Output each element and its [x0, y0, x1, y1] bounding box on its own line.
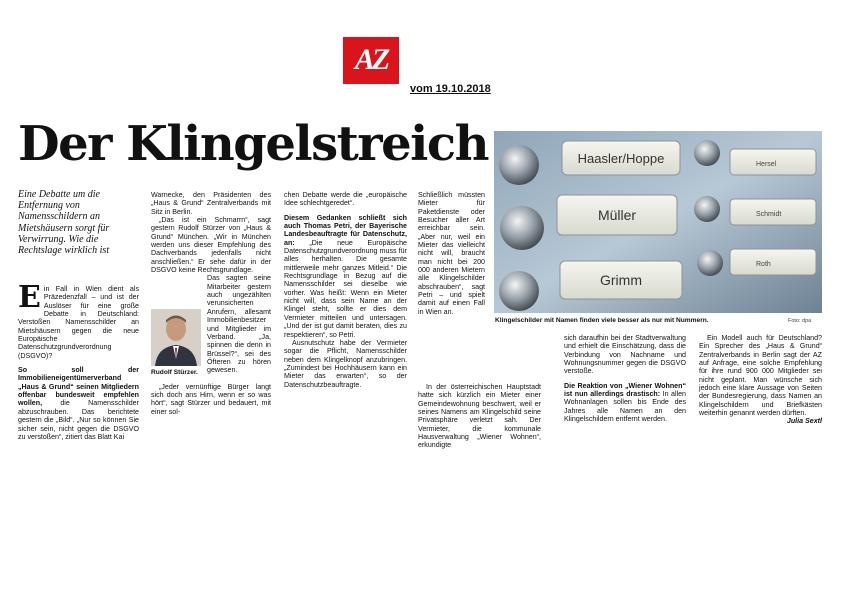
paragraph-text: „Die neue Europäische Datenschutzgrundverordnung muss für alles herhalten. Die gesamte mittlerweile mehr ganzes Mitleid.“ Die Rechtsgrundlage in Bezug auf die Namensschilder sei dieselbe wie vorher. Was heißt: Wenn ein Mieter nicht will, dass sein Name an der Klingel steht, sollte er dies dem Vermieter mitteilen und untersagen. „Und der ist gut damit beraten, dies zu respektieren“, so Petri.	[284, 238, 407, 339]
article-headline: Der Klingelstreich	[18, 116, 488, 172]
nameplate-label: Grimm	[600, 272, 642, 288]
paragraph-text: in Fall in Wien dient als Präzedenzfall – und ist der Auslöser für eine große Debatte in Deutschland: Verstoßen Namensschilder an Mietshäusern gegen die neue Europäische Datenschutzgrundverordnung (DSGVO)?	[18, 285, 139, 360]
article-column-4-lower	[418, 383, 541, 450]
paragraph	[18, 280, 139, 360]
paragraph: sich daraufhin bei der Stadtverwaltung und erhielt die Einschätzung, dass die Verbindung von Nachname und Wohnungsnummer gegen die DSGVO verstoße.	[564, 334, 686, 376]
paragraph: Ausnutschutz habe der Vermieter sogar die Pflicht, Namensschilder neben dem Klingelknopf anzubringen. „Zumindest bei Hochhäusern kann ein Mieter das erwarten“, so der Datenschutzbeauftragte.	[284, 338, 407, 389]
paragraph: Ein Modell auch für Deutschland? Ein Sprecher des „Haus & Grund“ Zentralverbands in Berlin sagt der AZ auf Anfrage, eine solche Empfehlung für ihre rund 900 000 Mitglieder sei nicht geplant. Man wünsche sich jedoch eine klare Aussage von Seiten der Bundesregierung, dass Namen an Klingelschildern und Briefkästen weiterhin genannt werden dürften.	[699, 334, 822, 418]
article-column-3	[284, 191, 407, 389]
paragraph-text: In allen Wohnanlagen sollen bis Ende des Jahres alle Namen an den Klingelschildern entfernt werden.	[564, 390, 686, 424]
article-column-5	[564, 334, 686, 423]
paragraph	[284, 214, 407, 339]
paragraph: „Jeder vernünftige Bürger langt sich doch ans Hirn, wenn er so was hört“, sagt Stürzer und bedauert, mit einer sol-	[151, 382, 271, 416]
paragraph: „Das ist ein Schmarrn“, sagt gestern Rudolf Stürzer von „Haus & Grund“ München. „Wir in München werden uns dieser Empfehlung des Dachverbands jedenfalls nicht anschließen.“ Er sehe dafür in der DSGVO keine Rechtsgrundlage.	[151, 216, 271, 275]
nameplate-label: Haasler/Hoppe	[577, 151, 665, 166]
bold-lead: So soll der Immobilieneigentümerverband „Haus & Grund“ seinen Mitgliedern offenbar bundesweit empfehlen wollen,	[18, 366, 139, 408]
author-signature-line	[699, 417, 822, 425]
small-nameplate-label: Roth	[756, 261, 771, 268]
paragraph: chen Debatte werde die „europäische Idee schlechtgeredet“.	[284, 191, 407, 208]
paragraph	[564, 382, 686, 424]
portrait-illustration	[151, 309, 201, 366]
small-nameplate-label: Hersel	[756, 161, 777, 168]
paragraph	[18, 366, 139, 441]
article-column-4	[418, 191, 485, 316]
paragraph: Schließlich müssten Mieter für Paketdienste oder Besucher aller Art erreichbar sein. „Aber nur, weil ein Mieter das vielleicht nicht will, braucht man nicht bei 200 000 anderen Mietern alle Klingelschilder abschrauben“, sagt Petri – und spielt damit auf einen Fall in Wien an.	[418, 191, 485, 316]
bold-lead: Diesem Gedanken schließt sich auch Thomas Petri, der Bayerische Landesbeauftragte für Datenschutz, an:	[284, 213, 407, 247]
author-signature: Julia Sextl	[786, 417, 822, 426]
article-intro: Eine Debatte um die Entfernung von Namensschildern an Mietshäusern sorgt für Verwirrung. Wie die Rechtslage wirklich ist	[18, 189, 110, 257]
doorbell-photo	[494, 131, 822, 313]
paragraph-text: die Namensschilder abzuschrauben. Das berichtete gestern die „Bild“. „Nur so können Sie sicher sein, nicht gegen die DSGVO zu verstoßen“, zitiert das Blatt Kai	[18, 399, 139, 441]
author-photo-caption: Rudolf Stürzer.	[151, 369, 198, 376]
nameplate-label: Müller	[597, 207, 637, 223]
dropcap: E	[18, 280, 41, 315]
article-column-2	[151, 191, 271, 416]
photo-caption: Klingelschilder mit Namen finden viele besser als nur mit Nummern.	[495, 317, 709, 324]
paragraph: Warnecke, den Präsidenten des „Haus & Grund“ Zentralverbands mit Sitz in Berlin.	[151, 191, 271, 216]
author-photo	[151, 309, 201, 366]
small-nameplate-label: Schmidt	[756, 211, 782, 218]
bold-lead: Die Reaktion von „Wiener Wohnen“ ist nun allerdings drastisch:	[564, 381, 686, 399]
paragraph: Das sagten seine Mitarbeiter gestern auch ungezählten verunsicherten Anrufern, allesamt Immobilienbesitzer und Mitglieder im Verband. „Ja, spinnen die denn in Brüssel?“, sei des Öfteren zu hören gewesen.	[207, 274, 271, 375]
publication-date: vom 19.10.2018	[410, 83, 491, 95]
az-logo	[343, 37, 399, 84]
logo-text: AZ	[354, 43, 388, 76]
article-column-6	[699, 334, 822, 426]
photo-credit: Foto: dpa	[788, 318, 812, 324]
article-column-1	[18, 280, 139, 441]
doorbell-illustration	[494, 131, 822, 313]
paragraph: In der österreichischen Hauptstadt hatte sich kürzlich ein Mieter einer Gemeindewohnung beschwert, weil er seines Namens am Klingelschild seine Privatsphäre verletzt sah. Der Vermieter, die kommunale Hausverwaltung „Wiener Wohnen“, erkundigte	[418, 383, 541, 450]
